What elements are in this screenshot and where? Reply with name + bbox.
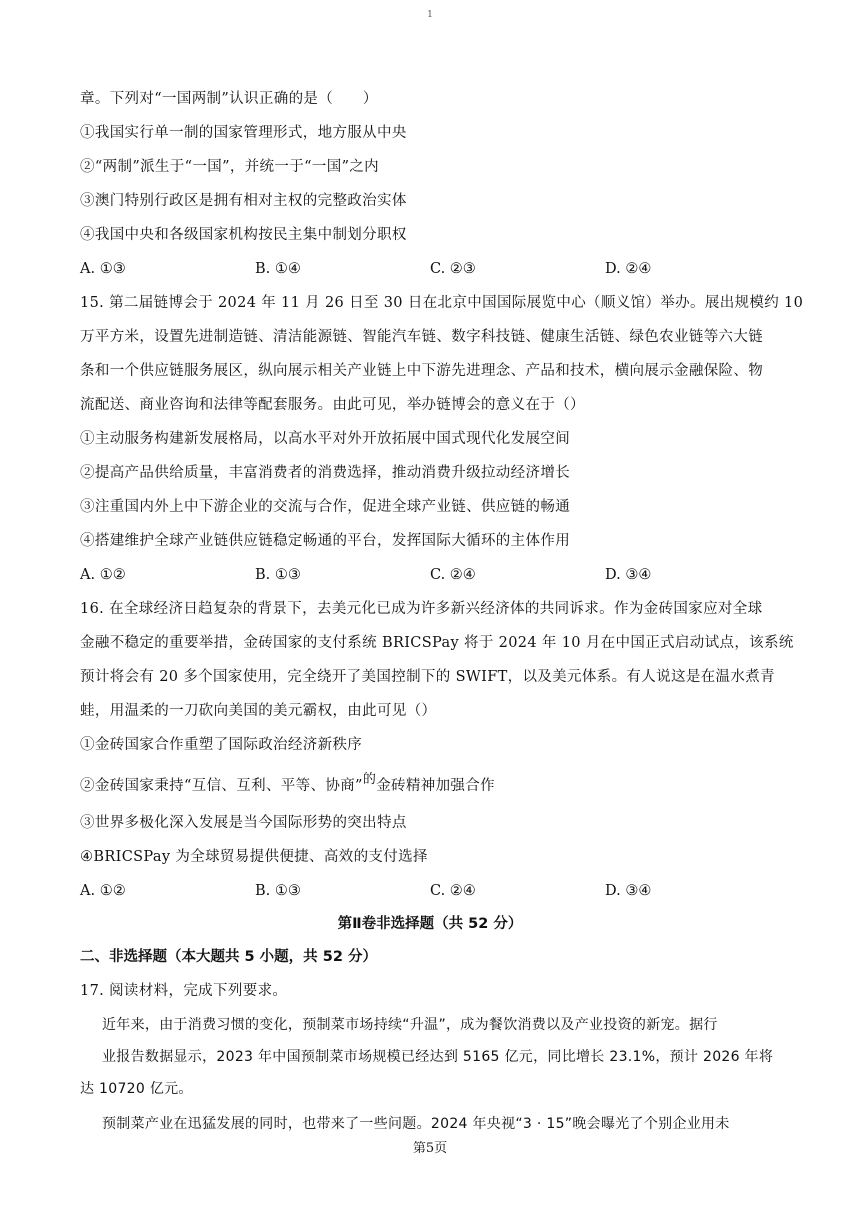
section-heading: 二、非选择题（本大题共 5 小题，共 52 分） [80,949,377,965]
q15-option-a[interactable]: A. ①② [80,567,126,583]
q14-option-c[interactable]: C. ②③ [430,261,476,277]
q16-item-2-raised-char: 的 [362,772,377,787]
q15-option-c[interactable]: C. ②④ [430,567,476,583]
q16-item-2 [80,772,780,796]
q14-option-a[interactable]: A. ①③ [80,261,126,277]
q16-stem-line-3: 预计将会有 20 多个国家使用，完全绕开了美国控制下的 SWIFT，以及美元体系。有人说这是在温水煮青 [80,669,775,685]
q16-item-2-text-c: 金砖精神加强合作 [376,778,495,794]
q16-option-a[interactable]: A. ①② [80,883,126,899]
q15-item-3: ③注重国内外上中下游企业的交流与合作，促进全球产业链、供应链的畅通 [80,499,571,515]
q17-material-line-1: 近年来，由于消费习惯的变化，预制菜市场持续“升温”，成为餐饮消费以及产业投资的新宠。据行 [102,1017,718,1033]
q15-item-1: ①主动服务构建新发展格局，以高水平对外开放拓展中国式现代化发展空间 [80,431,571,447]
q14-options [80,260,780,278]
q16-item-3: ③世界多极化深入发展是当今国际形势的突出特点 [80,815,407,831]
q14-item-1: ①我国实行单一制的国家管理形式，地方服从中央 [80,125,407,141]
q15-options [80,566,780,584]
q16-stem-line-4: 蛙，用温柔的一刀砍向美国的美元霸权，由此可见（） [80,703,437,719]
q14-option-d[interactable]: D. ②④ [605,261,652,277]
q16-option-b[interactable]: B. ①③ [255,883,301,899]
q16-item-4: ④BRICSPay 为全球贸易提供便捷、高效的支付选择 [80,849,428,865]
q14-item-3: ③澳门特别行政区是拥有相对主权的完整政治实体 [80,193,407,209]
q15-option-b[interactable]: B. ①③ [255,567,301,583]
q17-stem: 17. 阅读材料，完成下列要求。 [80,983,288,999]
q17-material-line-3: 达 10720 亿元。 [80,1081,193,1097]
page-number: 第5页 [412,1141,448,1156]
q15-stem-line-1: 15. 第二届链博会于 2024 年 11 月 26 日至 30 日在北京中国国际展览中心（顺义馆）举办。展出规模约 10 [80,295,804,311]
q16-option-d[interactable]: D. ③④ [605,883,652,899]
q15-item-2: ②提高产品供给质量，丰富消费者的消费选择，推动消费升级拉动经济增长 [80,465,571,481]
q14-item-4: ④我国中央和各级国家机构按民主集中制划分职权 [80,227,407,243]
volume-title: 第Ⅱ卷非选择题（共 52 分） [337,916,523,932]
q16-stem-line-2: 金融不稳定的重要举措，金砖国家的支付系统 BRICSPay 将于 2024 年 10 月在中国正式启动试点，该系统 [80,635,794,651]
q15-option-d[interactable]: D. ③④ [605,567,652,583]
q16-item-1: ①金砖国家合作重塑了国际政治经济新秩序 [80,737,363,753]
q15-stem-line-3: 条和一个供应链服务展区，纵向展示相关产业链上中下游先进理念、产品和技术，横向展示金融保险、物 [80,363,764,379]
q14-option-b[interactable]: B. ①④ [255,261,301,277]
q17-material-line-2: 业报告数据显示，2023 年中国预制菜市场规模已经达到 5165 亿元，同比增长 23.1%，预计 2026 年将 [102,1049,774,1065]
q14-stem: 章。下列对“一国两制”认识正确的是（ ） [80,91,378,107]
q16-options [80,882,780,900]
q14-item-2: ②“两制”派生于“一国”，并统一于“一国”之内 [80,159,380,175]
q17-material-p2: 预制菜产业在迅猛发展的同时，也带来了一些问题。2024 年央视“3 · 15”晚会曝光了个别企业用未 [102,1116,730,1132]
q15-stem-line-2: 万平方米，设置先进制造链、清洁能源链、智能汽车链、数字科技链、健康生活链、绿色农业链等六大链 [80,329,764,345]
q15-item-4: ④搭建维护全球产业链供应链稳定畅通的平台，发挥国际大循环的主体作用 [80,533,571,549]
q16-item-2-text-a: ②金砖国家秉持“互信、互利、平等、协商” [80,778,363,794]
q15-stem-line-4: 流配送、商业咨询和法律等配套服务。由此可见，举办链博会的意义在于（） [80,397,585,413]
q16-stem-line-1: 16. 在全球经济日趋复杂的背景下，去美元化已成为许多新兴经济体的共同诉求。作为金砖国家应对全球 [80,601,763,617]
header-mark: 1 [427,10,433,20]
q16-option-c[interactable]: C. ②④ [430,883,476,899]
